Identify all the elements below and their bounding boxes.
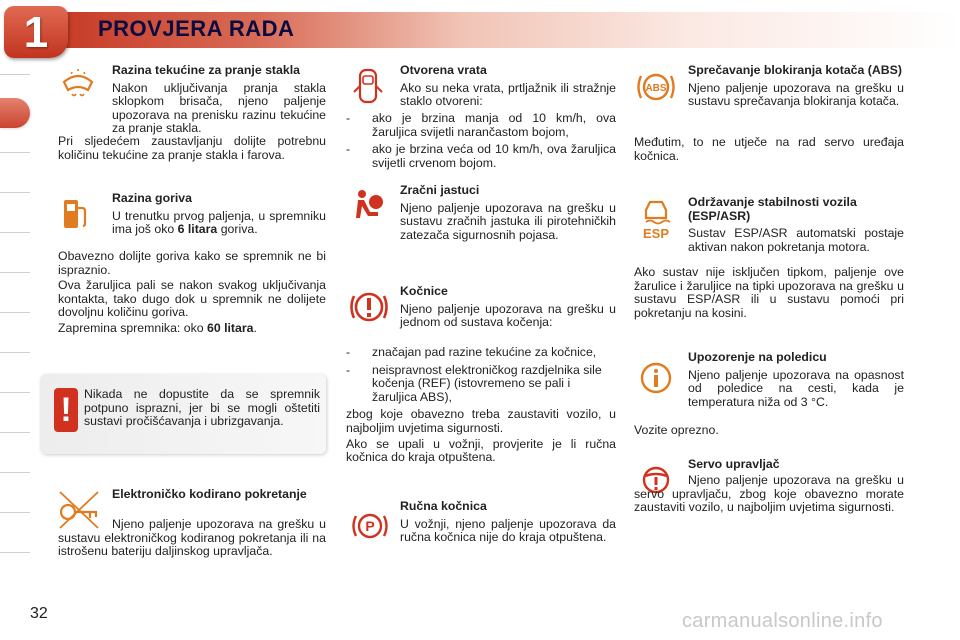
esp-icon-label: ESP [642,226,670,241]
fuel-reserve-litres: 6 litara [177,222,218,237]
esp-fault-info: Ako sustav nije isključen tipkom, paljenje ove žarulice i žaruljice na tipki upozorava na grešku u sustavu ESP/ASR ili u sustavu pomoći pri pokretanju na kosini. [634,265,904,320]
door-title: Otvorena vrata [400,63,487,77]
svg-text:P: P [365,518,375,534]
washer-fluid-icon [58,66,98,105]
chapter-tabs [0,62,34,582]
fuel-pump-icon [60,196,90,237]
brakes-stop-instruction: zbog koje obavezno treba zaustaviti vozilo, u najboljim uvjetima sigurnosti. [346,407,616,435]
tab-divider [0,392,30,393]
washer-description: Nakon uključivanja pranja stakla sklopkom brisača, njeno paljenje upozorava na prenisku razinu tekućine za pranje stakla. [112,80,326,136]
door-bullet-orange [346,112,616,139]
fuel-description-text: U trenutku prvog paljenja, u spremniku ima još oko [112,208,326,237]
fuel-description-end: goriva. [217,222,258,237]
page-title: PROVJERA RADA [98,16,295,41]
page-number: 32 [30,605,48,622]
esp-icon [640,196,672,247]
door-description: Ako su neka vrata, prtljažnik ili stražnje staklo otvoreni: [400,80,616,109]
bullet-dash: - [346,111,351,125]
washer-title: Razina tekućine za pranje stakla [112,63,300,77]
handbrake-title: Ručna kočnica [400,499,487,513]
abs-title: Sprečavanje blokiranja kotača (ABS) [688,63,902,77]
brakes-bullet-ref [346,364,616,405]
tab-divider [0,74,30,75]
immobiliser-title: Elektroničko kodirano pokretanje [112,487,307,501]
airbag-description: Njeno paljenje upozorava na grešku u sustavu zračnih jastuka ili pirotehničkih zatezača sigurnosnih pojasa. [400,200,616,242]
brake-warning-icon [348,286,390,333]
steering-description: Njeno paljenje upozorava na grešku u servo upravljaču, zbog koje obavezno morate zaustaviti vozilo, u najboljim uvjetima sigurnosti. [634,473,904,515]
immobiliser-description: Njeno paljenje upozorava na grešku u sustavu elektroničkog kodiranog pokretanja ili na istrošenu bateriju daljinskog upravljača. [58,517,326,559]
door-bullet-text: ako je brzina manja od 10 km/h, ova žaruljica svijetli narančastom bojom, [372,111,616,139]
fuel-capacity-value: 60 litara [207,320,254,335]
tab-divider [0,192,30,193]
fuel-capacity [58,322,326,336]
brakes-bullet-text: neispravnost elektroničkog razdjelnika sile kočenja (REF) (istovremeno se pali i žaruljica ABS), [372,362,602,404]
bullet-dash: - [346,345,351,359]
fuel-capacity-label: Zapremina spremnika: oko [58,320,207,335]
abs-icon [636,68,676,111]
tab-divider [0,232,30,233]
abs-description: Njeno paljenje upozorava na grešku u sustavu sprečavanja blokiranja kotača. [688,80,904,109]
tab-divider [0,432,30,433]
fuel-description [112,210,326,237]
fuel-instruction: Obavezno dolijte goriva kako se spremnik ne bi ispraznio. [58,249,326,277]
tab-divider [0,552,30,553]
fuel-title: Razina goriva [112,191,192,205]
bullet-dash: - [346,142,351,157]
tab-divider [0,272,30,273]
washer-instruction: Pri sljedećem zaustavljanju dolijte potrebnu količinu tekućine za pranje stakla i farova. [58,134,326,162]
svg-text:ABS: ABS [645,83,667,94]
tab-divider [0,472,30,473]
abs-note: Međutim, to ne utječe na rad servo uređaja kočnica. [634,135,904,163]
brakes-title: Kočnice [400,284,448,298]
tab-divider [0,312,30,313]
fuel-capacity-end: . [253,320,257,335]
steering-title: Servo upravljač [688,457,780,471]
open-door-icon [352,66,384,111]
info-warning-icon [638,360,674,401]
fuel-lamp-behaviour: Ova žaruljica pali se nakon svakog uključivanja kontakta, tako dugo dok u spremnik ne dolijete dovoljnu količinu goriva. [58,278,326,320]
door-bullet-text: ako je brzina veća od 10 km/h, ova žaruljica svijetli crvenom bojom. [372,142,616,170]
tab-divider [0,512,30,513]
warning-text: Nikada ne dopustite da se spremnik potpuno isprazni, jer bi se mogli oštetiti sustavi pročišćavanja i ubrizgavanja. [84,387,320,429]
exclamation-icon: ! [54,388,78,432]
warning-box [40,374,326,454]
ice-advice: Vozite oprezno. [634,423,719,437]
brakes-description: Njeno paljenje upozorava na grešku u jednom od sustava kočenja: [400,301,616,330]
airbag-icon [350,186,390,231]
brakes-handbrake-check: Ako se upali u vožnji, provjerite je li ručna kočnica do kraja otpuštena. [346,436,616,465]
ice-title: Upozorenje na poledicu [688,350,827,364]
tab-divider [0,352,30,353]
chapter-badge [4,6,68,58]
airbag-title: Zračni jastuci [400,183,480,197]
esp-title: Održavanje stabilnosti vozila (ESP/ASR) [688,195,857,223]
chapter-number: 1 [23,8,49,57]
page-header [0,0,960,60]
door-bullet-red [346,143,616,170]
tab-divider [0,152,30,153]
esp-description: Sustav ESP/ASR automatski postaje aktivan nakon pokretanja motora. [688,226,904,254]
watermark: carmanualsonline.info [682,610,883,632]
bullet-dash: - [346,362,351,377]
handbrake-description: U vožnji, njeno paljenje upozorava da ručna kočnica nije do kraja otpuštena. [400,516,616,545]
handbrake-icon [350,508,390,549]
brakes-bullet-text: značajan pad razine tekućine za kočnice, [372,345,597,359]
tab-chapter-1[interactable] [0,98,30,128]
ice-description: Njeno paljenje upozorava na opasnost od poledice na cesti, kada je temperatura niža od 3 °C. [688,367,904,409]
brakes-bullet-fluid [346,346,616,360]
